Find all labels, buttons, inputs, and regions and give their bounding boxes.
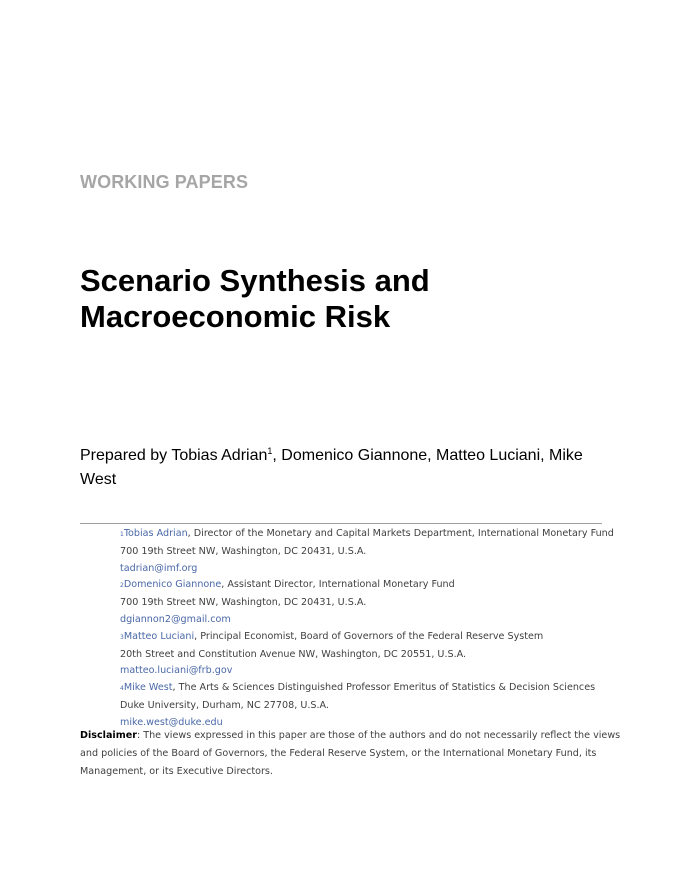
- byline-prefix: Prepared by Tobias Adrian: [80, 447, 268, 464]
- author-email-link[interactable]: tadrian@imf.org: [120, 562, 198, 574]
- footnote-heading: [120, 526, 620, 544]
- disclaimer-line-3: Management, or its Executive Directors.: [80, 766, 273, 777]
- author-email-link[interactable]: matteo.luciani@frb.gov: [120, 665, 233, 677]
- footnote-divider: [80, 523, 602, 524]
- author-address: 700 19th Street NW, Washington, DC 20431, U.S.A.: [120, 597, 367, 609]
- byline-footnote-ref: 1: [267, 446, 273, 456]
- footnote-1: [120, 526, 620, 577]
- title-line-1: Scenario Synthesis and: [80, 263, 430, 298]
- author-byline: [80, 444, 600, 492]
- byline-line-2: West: [80, 471, 117, 488]
- byline-suffix: , Domenico Giannone, Matteo Luciani, Mike: [272, 447, 583, 464]
- disclaimer: [80, 727, 621, 781]
- footnote-number: 2: [120, 582, 124, 590]
- author-name-link[interactable]: Matteo Luciani: [123, 630, 195, 642]
- disclaimer-line-2: and policies of the Board of Governors, the Federal Reserve System, or the International Monetary Fund, its: [80, 748, 597, 759]
- footnote-2: [120, 577, 620, 628]
- author-address: Duke University, Durham, NC 27708, U.S.A.: [120, 699, 329, 711]
- author-address: 700 19th Street NW, Washington, DC 20431, U.S.A.: [120, 545, 367, 557]
- footnote-heading: [120, 577, 620, 595]
- author-role: , Principal Economist, Board of Governors of the Federal Reserve System: [194, 630, 544, 642]
- author-name-link[interactable]: Mike West: [123, 682, 173, 694]
- byline-line-1: [80, 444, 600, 468]
- author-email-link[interactable]: mike.west@duke.edu: [120, 716, 223, 728]
- author-email-link[interactable]: dgiannon2@gmail.com: [120, 613, 231, 625]
- footnote-heading: [120, 680, 620, 698]
- footnote-number: 4: [120, 685, 124, 693]
- disclaimer-label: Disclaimer: [80, 730, 137, 741]
- author-name-link[interactable]: Tobias Adrian: [123, 528, 188, 539]
- footnote-number: 3: [120, 633, 124, 641]
- author-role: , Assistant Director, International Monetary Fund: [221, 579, 455, 591]
- paper-title: [80, 263, 620, 335]
- author-name-link[interactable]: Domenico Giannone: [123, 579, 222, 591]
- footnote-3: [120, 629, 620, 680]
- disclaimer-line-1: [80, 727, 621, 745]
- series-label: WORKING PAPERS: [80, 172, 249, 192]
- author-role: , The Arts & Sciences Distinguished Professor Emeritus of Statistics & Decision Sciences: [172, 682, 596, 694]
- footnote-number: 1: [120, 531, 124, 538]
- title-line-2: Macroeconomic Risk: [80, 299, 391, 334]
- footnote-heading: [120, 629, 620, 647]
- author-address: 20th Street and Constitution Avenue NW, Washington, DC 20551, U.S.A.: [120, 648, 467, 660]
- footnote-4: [120, 680, 620, 731]
- disclaimer-text-1: : The views expressed in this paper are those of the authors and do not necessarily reflect the views: [136, 730, 621, 741]
- author-footnotes: [120, 526, 620, 732]
- author-role: , Director of the Monetary and Capital Markets Department, International Monetary Fund: [187, 528, 614, 539]
